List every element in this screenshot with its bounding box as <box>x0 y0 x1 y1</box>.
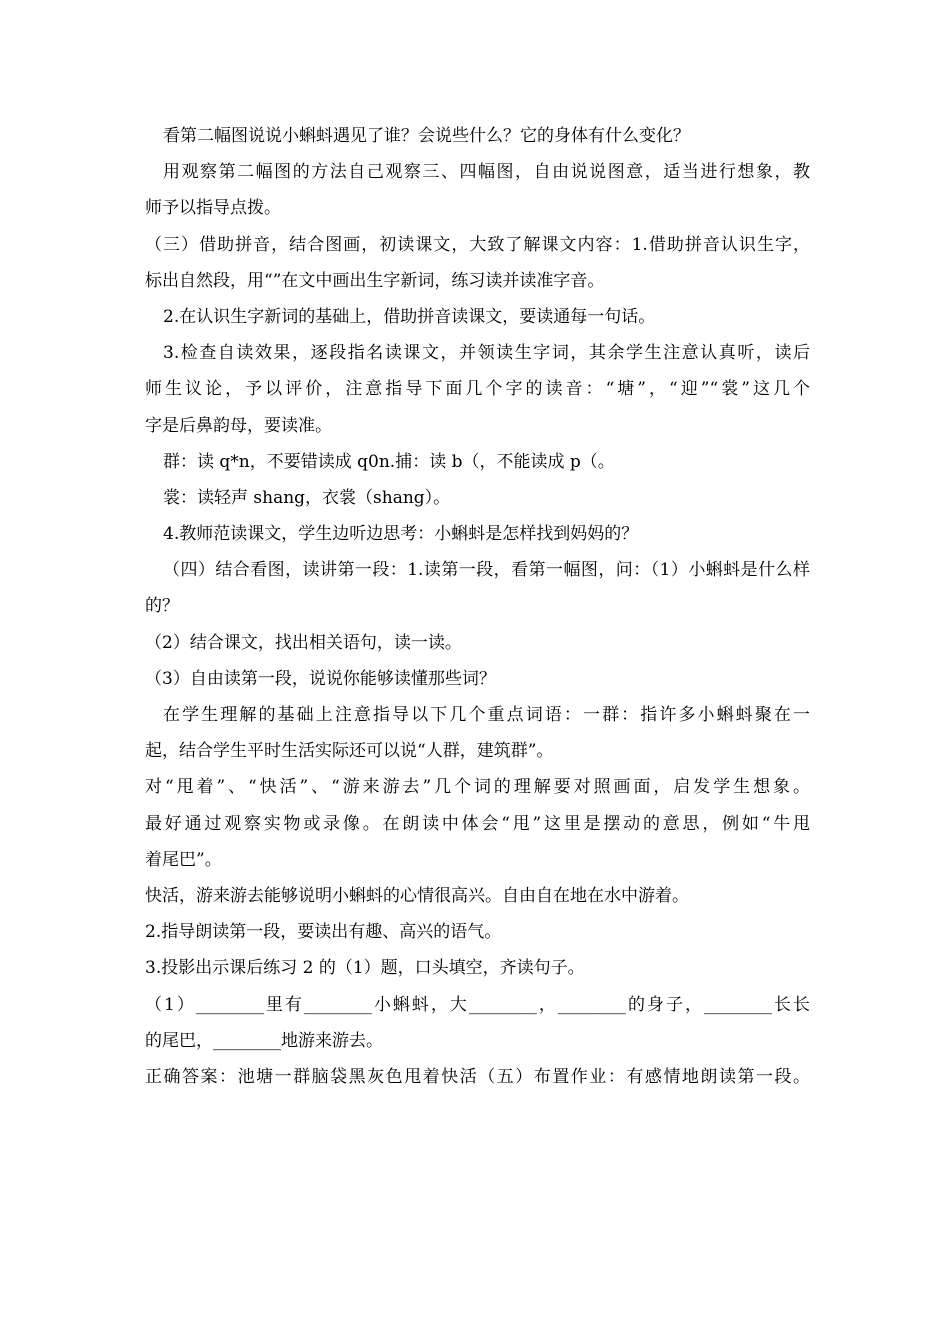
section-heading-three: （三）借助拼音，结合图画，初读课文，大致了解课文内容：1.借助拼音认识生字， <box>145 234 810 255</box>
paragraph-line: 在学生理解的基础上注意指导以下几个重点词语：一群：指许多小蝌蚪聚在一 <box>163 705 810 725</box>
paragraph-line: 的？ <box>145 596 179 617</box>
paragraph-line: 字是后鼻韵母，要读准。 <box>145 415 332 436</box>
paragraph-line: 师生议论，予以评价，注意指导下面几个字的读音：“塘”，“迎”“裳”这几个 <box>145 379 810 400</box>
paragraph-line: 3.投影出示课后练习 2 的（1）题，口头填空，齐读句子。 <box>145 958 585 979</box>
paragraph-line: 用观察第二幅图的方法自己观察三、四幅图，自由说说图意，适当进行想象，教 <box>163 162 810 183</box>
paragraph-line: 标出自然段，用“”在文中画出生字新词，练习读并读准字音。 <box>145 270 605 291</box>
paragraph-line: 对“甩着”、“快活”、“游来游去”几个词的理解要对照画面，启发学生想象。 <box>145 777 810 798</box>
paragraph-line: 看第二幅图说说小蝌蚪遇见了谁？会说些什么？它的身体有什么变化？ <box>163 126 690 146</box>
document-body <box>145 118 810 1095</box>
paragraph-line: 快活，游来游去能够说明小蝌蚪的心情很高兴。自由自在地在水中游着。 <box>145 885 689 906</box>
paragraph-line: 3.检查自读效果，逐段指名读课文，并领读生字词，其余学生注意认真听，读后 <box>163 343 810 364</box>
paragraph-line: 2.指导朗读第一段，要读出有趣、高兴的语气。 <box>145 922 502 943</box>
pronunciation-note: 裳：读轻声 shang，衣裳（shang）。 <box>163 487 451 508</box>
pronunciation-note: 群：读 q*n，不要错读成 q0n.捕：读 b（，不能读成 p（。 <box>163 451 615 472</box>
paragraph-line: 4.教师范读课文，学生边听边思考：小蝌蚪是怎样找到妈妈的？ <box>163 524 639 545</box>
paragraph-line: 最好通过观察实物或录像。在朗读中体会“甩”这里是摆动的意思，例如“牛甩 <box>145 813 810 834</box>
paragraph-line: 师予以指导点拨。 <box>145 198 281 219</box>
question-item: （3）自由读第一段，说说你能够读懂那些词？ <box>145 668 496 689</box>
section-heading-four: （四）结合看图，读讲第一段：1.读第一段，看第一幅图，问：（1）小蝌蚪是什么样 <box>163 560 810 581</box>
answer-line: 正确答案：池塘一群脑袋黑灰色甩着快活（五）布置作业：有感情地朗读第一段。 <box>145 1066 810 1087</box>
paragraph-line: 2.在认识生字新词的基础上，借助拼音读课文，要读通每一句话。 <box>163 306 656 327</box>
paragraph-line: 着尾巴”。 <box>145 849 222 870</box>
question-item: （2）结合课文，找出相关语句，读一读。 <box>145 632 462 653</box>
fill-in-blank-exercise: 的尾巴，________地游来游去。 <box>145 1030 383 1051</box>
fill-in-blank-exercise: （1）________里有________小蝌蚪，大________，________的身子，________长长 <box>145 994 810 1015</box>
paragraph-line: 起，结合学生平时生活实际还可以说“人群，建筑群”。 <box>145 741 554 762</box>
